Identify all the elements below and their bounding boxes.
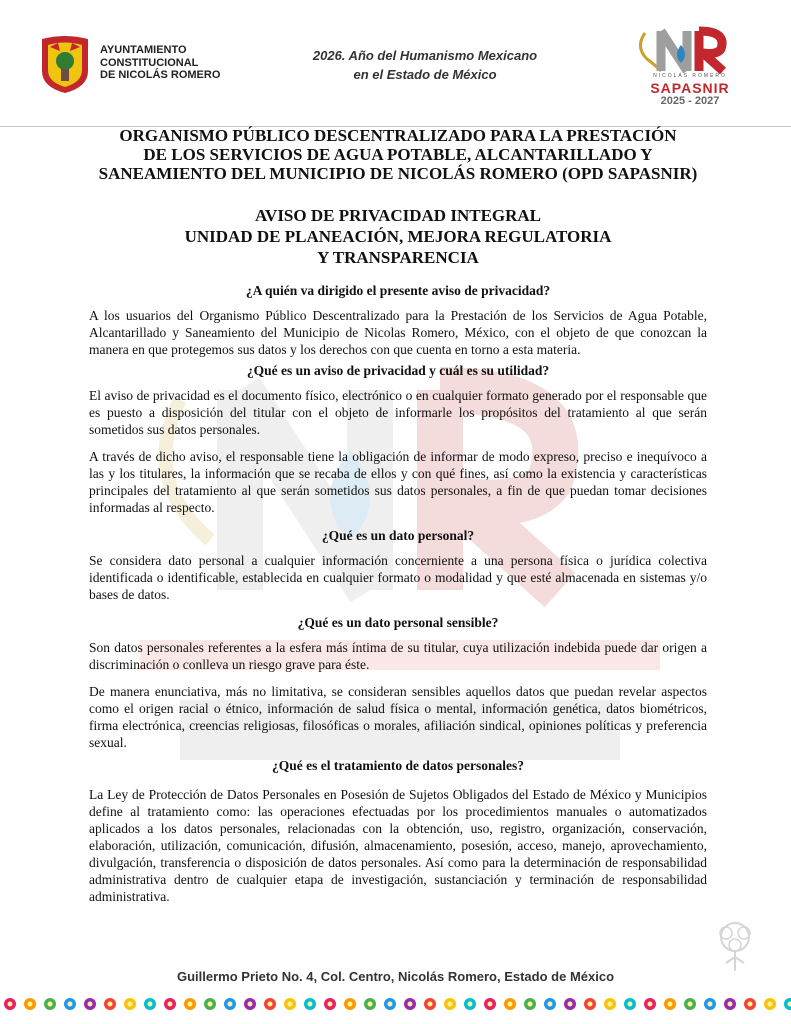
border-flower-center bbox=[48, 1002, 53, 1007]
border-flower-center bbox=[28, 1002, 33, 1007]
border-flower-center bbox=[388, 1002, 393, 1007]
paragraph: A los usuarios del Organismo Público Descentralizado para la Prestación de los Servicios de Agua Potable, Alcantarillado y Saneamiento del Municipio de Nicolas Romero, México, con el objeto de que conozcan la manera en que protegemos sus datos y los derechos con que cuenta en torno a esta materia. bbox=[89, 308, 707, 357]
border-flower-center bbox=[128, 1002, 133, 1007]
border-flower-center bbox=[248, 1002, 253, 1007]
border-flower-center bbox=[688, 1002, 693, 1007]
floral-border-icon bbox=[0, 990, 791, 1018]
border-flower-center bbox=[408, 1002, 413, 1007]
border-flower-center bbox=[488, 1002, 493, 1007]
paragraph: El aviso de privacidad es el documento físico, electrónico o en cualquier formato generado por el responsable que es puesto a disposición del titular con el objeto de informarle los propósitos del tratamiento al que serán sometidos sus datos personales. bbox=[89, 388, 707, 437]
organization-title bbox=[89, 126, 707, 183]
aviso-title-line-3: Y TRANSPARENCIA bbox=[317, 248, 479, 267]
paragraph: Son datos personales referentes a la esfera más íntima de su titular, cuya utilización indebida puede dar origen a discriminación o conlleva un riesgo grave para éste. bbox=[89, 640, 707, 672]
ayuntamiento-line-2: CONSTITUCIONAL bbox=[100, 56, 199, 69]
border-flower-center bbox=[308, 1002, 313, 1007]
aviso-title bbox=[89, 205, 707, 268]
border-flower-center bbox=[328, 1002, 333, 1007]
ayuntamiento-name bbox=[100, 44, 220, 82]
border-flower-center bbox=[468, 1002, 473, 1007]
border-flower-center bbox=[588, 1002, 593, 1007]
border-flower-center bbox=[348, 1002, 353, 1007]
border-flower-center bbox=[728, 1002, 733, 1007]
border-flower-center bbox=[68, 1002, 73, 1007]
border-flower-center bbox=[708, 1002, 713, 1007]
border-flower-center bbox=[168, 1002, 173, 1007]
org-title-line-1: ORGANISMO PÚBLICO DESCENTRALIZADO PARA LA PRESTACIÓN bbox=[119, 126, 677, 145]
org-title-line-2: DE LOS SERVICIOS DE AGUA POTABLE, ALCANTARILLADO Y bbox=[143, 145, 653, 164]
border-flower-center bbox=[668, 1002, 673, 1007]
ayuntamiento-line-3: DE NICOLÁS ROMERO bbox=[100, 69, 221, 81]
question-heading: ¿A quién va dirigido el presente aviso de privacidad? bbox=[245, 283, 551, 298]
border-flower-center bbox=[268, 1002, 273, 1007]
slogan-line-1: 2026. Año del Humanismo Mexicano bbox=[312, 48, 538, 63]
paragraph: La Ley de Protección de Datos Personales en Posesión de Sujetos Obligados del Estado de México y Municipios define al tratamiento como: las operaciones efectuadas por los procedimientos manuales o automatizados aplicados a los datos personales, relacionadas con la obtención, uso, registro, organización, conservación, elaboración, utilización, comunicación, difusión, almacenamiento, posesión, acceso, manejo, aprovechamiento, divulgación, transferencia o disposición de datos personales. Así como para la determinación de responsabilidad administrativa dentro de cualquier etapa de investigación, sustanciación y terminación de responsabilidad administrativa. bbox=[89, 787, 707, 904]
slogan-line-2: en el Estado de México bbox=[353, 67, 497, 82]
border-flower-center bbox=[368, 1002, 373, 1007]
border-flower-center bbox=[648, 1002, 653, 1007]
border-flower-center bbox=[8, 1002, 13, 1007]
aviso-title-line-2: UNIDAD DE PLANEACIÓN, MEJORA REGULATORIA bbox=[184, 227, 612, 246]
border-flower-center bbox=[148, 1002, 153, 1007]
border-flower-center bbox=[748, 1002, 753, 1007]
ayuntamiento-line-1: AYUNTAMIENTO bbox=[100, 44, 187, 56]
border-flower-center bbox=[568, 1002, 573, 1007]
border-flower-center bbox=[208, 1002, 213, 1007]
municipal-coat-of-arms-icon bbox=[38, 33, 92, 95]
footer-address: Guillermo Prieto No. 4, Col. Centro, Nicolás Romero, Estado de México bbox=[176, 969, 615, 984]
flower-emblem-icon bbox=[706, 915, 764, 973]
border-flower-center bbox=[548, 1002, 553, 1007]
aviso-title-line-1: AVISO DE PRIVACIDAD INTEGRAL bbox=[254, 206, 542, 225]
border-flower-center bbox=[428, 1002, 433, 1007]
question-heading: ¿Qué es un aviso de privacidad y cuál es su utilidad? bbox=[246, 363, 550, 378]
border-flower-center bbox=[628, 1002, 633, 1007]
paragraph: Se considera dato personal a cualquier información concerniente a una persona física o jurídica colectiva identificada o identificable, establecida en cualquier formato o modalidad y que esté almacenada en sistemas y/o bases de datos. bbox=[89, 553, 707, 602]
year-slogan bbox=[295, 46, 555, 84]
logo-subtitle: NICOLÁS ROMERO bbox=[653, 73, 727, 79]
border-flower-center bbox=[528, 1002, 533, 1007]
border-flower-center bbox=[188, 1002, 193, 1007]
border-flower-center bbox=[508, 1002, 513, 1007]
question-heading: ¿Qué es un dato personal sensible? bbox=[297, 615, 499, 630]
border-flower-center bbox=[88, 1002, 93, 1007]
logo-name: SAPASNIR bbox=[650, 80, 730, 96]
question-heading: ¿Qué es un dato personal? bbox=[321, 528, 475, 543]
paragraph: A través de dicho aviso, el responsable tiene la obligación de informar de modo expreso, preciso e inequívoco a las y los titulares, la información que se recaba de ellos y con qué fines, así como la existencia y características principales del tratamiento al que serán sometidos sus datos personales, a fin de que puedan tomar decisiones informadas al respecto. bbox=[89, 449, 707, 515]
paragraph: De manera enunciativa, más no limitativa, se consideran sensibles aquellos datos que puedan revelar aspectos como el origen racial o étnico, información de salud física o mental, información genética, datos biométricos, firma electrónica, creencias religiosas, filosóficas o morales, afiliación sindical, opiniones políticas y preferencia sexual. bbox=[89, 684, 707, 750]
org-title-line-3: SANEAMIENTO DEL MUNICIPIO DE NICOLÁS ROMERO (OPD SAPASNIR) bbox=[98, 164, 698, 183]
border-flower-center bbox=[108, 1002, 113, 1007]
border-flower-center bbox=[608, 1002, 613, 1007]
page-header bbox=[0, 0, 791, 126]
border-flower-center bbox=[228, 1002, 233, 1007]
document-body bbox=[89, 126, 707, 905]
question-heading: ¿Qué es el tratamiento de datos personales? bbox=[272, 758, 524, 773]
border-flower-center bbox=[448, 1002, 453, 1007]
border-flower-center bbox=[768, 1002, 773, 1007]
logo-years: 2025 - 2027 bbox=[660, 95, 720, 107]
border-flower-center bbox=[288, 1002, 293, 1007]
